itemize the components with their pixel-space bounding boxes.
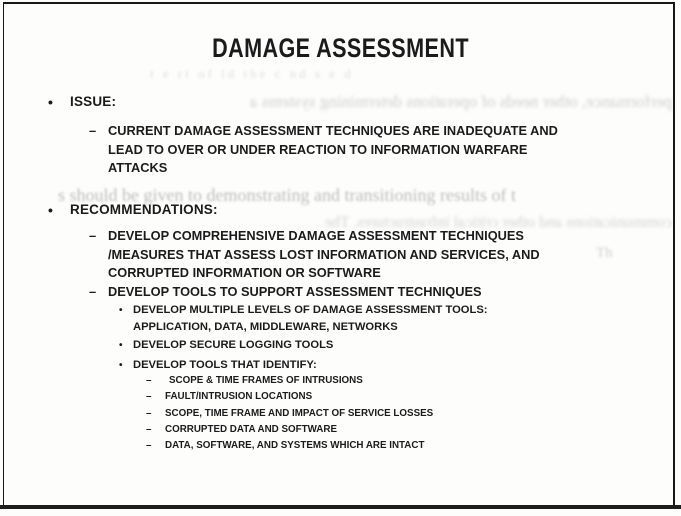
list-item [119,337,488,354]
dash-icon: – [146,391,152,403]
slide-title: DAMAGE ASSESSMENT [212,33,469,63]
list-item [146,373,433,389]
list-item [119,302,488,336]
recommendation-line: DEVELOP COMPREHENSIVE DAMAGE ASSESSMENT TECHNIQUES [108,228,524,243]
bullet-icon: • [119,340,123,352]
bleed-through-text: performance, other needs of operations determining systems a [249,92,672,111]
list-item [146,406,433,422]
list-item-line: DEVELOP TOOLS THAT IDENTIFY: [133,358,317,371]
issue-item-line: CURRENT DAMAGE ASSESSMENT TECHNIQUES ARE INADEQUATE AND [108,123,558,138]
list-item [146,438,433,454]
page-bottom-rule [0,505,681,509]
list-item-line: SCOPE, TIME FRAME AND IMPACT OF SERVICE LOSSES [165,407,434,419]
dash-icon: – [146,375,152,386]
dash-icon: – [89,284,97,299]
bullet-icon: • [119,305,123,316]
list-item-line: DATA, SOFTWARE, AND SYSTEMS WHICH ARE INTACT [165,440,425,452]
recommendation-line: CORRUPTED INFORMATION OR SOFTWARE [108,265,381,280]
list-item [119,357,488,374]
bleed-through-text: Th [596,245,613,261]
recommendations-heading-row [48,202,218,218]
dash-icon: – [146,440,152,452]
dash-icon: – [146,407,152,419]
recommendation-item [89,227,540,283]
bleed-through-text: communications and other critical infrastructures. The [324,214,672,231]
tools-sub-list [119,302,488,374]
bullet-icon: • [119,359,123,371]
list-item-line: FAULT/INTRUSION LOCATIONS [165,391,313,403]
list-item-line: APPLICATION, DATA, MIDDLEWARE, NETWORKS [133,321,398,334]
list-item-line: DEVELOP MULTIPLE LEVELS OF DAMAGE ASSESSMENT TOOLS: [133,304,488,316]
recommendations-heading: RECOMMENDATIONS: [70,202,218,217]
identify-sub-list [146,373,433,454]
list-item-line: SCOPE & TIME FRAMES OF INTRUSIONS [169,375,363,386]
bullet-icon: • [48,94,53,110]
recommendation-item [89,283,482,302]
dash-icon: – [89,123,97,138]
issue-item [89,122,558,178]
dash-icon: – [146,423,152,435]
issue-item-line: ATTACKS [108,160,168,175]
issue-item-line: LEAD TO OVER OR UNDER REACTION TO INFORMATION WARFARE [108,141,528,157]
dash-icon: – [89,228,97,243]
issue-heading: ISSUE: [70,94,117,109]
list-item [146,422,433,438]
bleed-through-text: t e rt of ld the c nd s e d [150,66,354,81]
recommendation-line: /MEASURES THAT ASSESS LOST INFORMATION AND SERVICES, AND [108,246,540,262]
issue-heading-row [48,94,116,110]
bleed-through-text: s should be given to demonstrating and transitioning results of t [58,185,516,205]
list-item [146,389,433,405]
bullet-icon: • [48,202,53,218]
list-item-line: CORRUPTED DATA AND SOFTWARE [165,423,337,435]
recommendation-line: DEVELOP TOOLS TO SUPPORT ASSESSMENT TECHNIQUES [108,284,482,299]
list-item-line: DEVELOP SECURE LOGGING TOOLS [133,339,334,352]
